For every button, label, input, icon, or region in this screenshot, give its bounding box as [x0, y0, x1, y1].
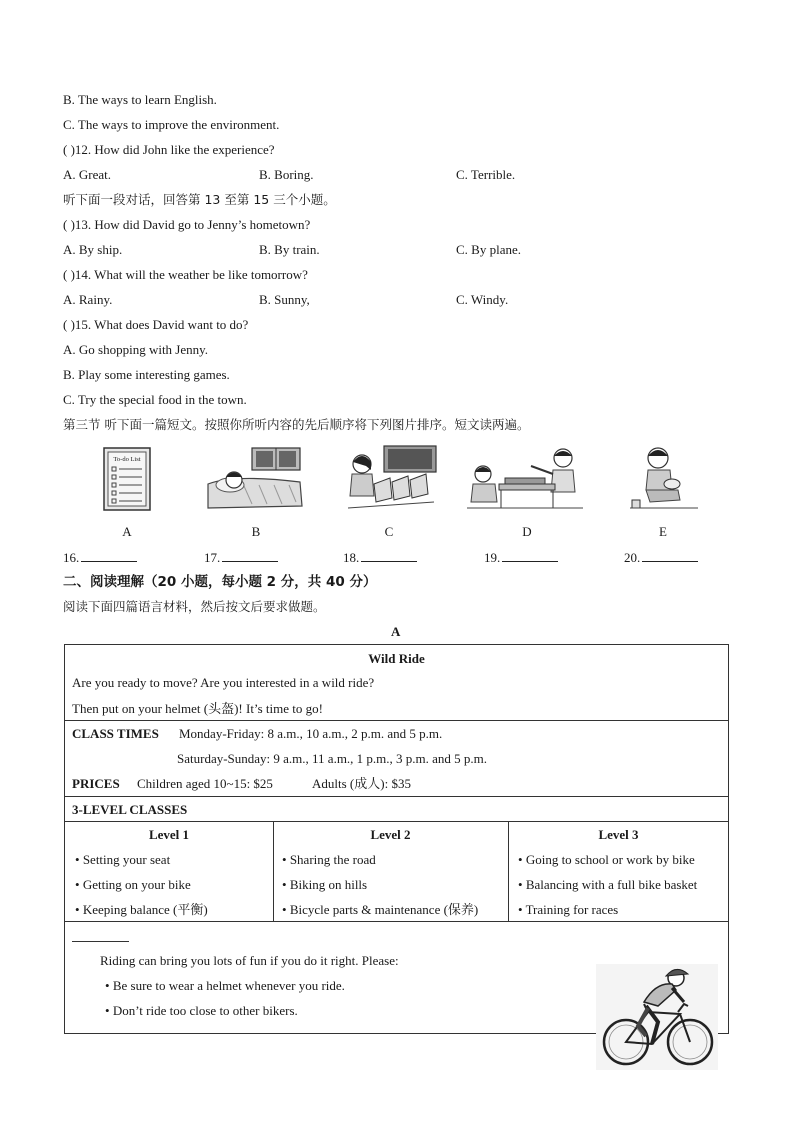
q13-stem: ( )13. How did David go to Jenny’s hometown?: [63, 217, 311, 232]
safety-item: • Don’t ride too close to other bikers.: [105, 1003, 298, 1018]
divider: [65, 796, 728, 797]
level-1-item: • Setting your seat: [75, 852, 171, 867]
q15-option-b: B. Play some interesting games.: [63, 367, 230, 382]
divider: [65, 720, 728, 721]
q13-option-a: A. By ship.: [63, 242, 123, 257]
picture-label-e: E: [659, 524, 667, 539]
divider: [65, 821, 728, 822]
answer-blank-20[interactable]: 20.: [624, 549, 698, 566]
q14-option-c: C. Windy.: [456, 292, 509, 307]
q14-option-b: B. Sunny,: [259, 292, 310, 307]
level-2-item: • Bicycle parts & maintenance (保养): [282, 902, 479, 917]
q13-option-b: B. By train.: [259, 242, 320, 257]
class-times-label: CLASS TIMES: [72, 726, 159, 741]
picture-label-a: A: [122, 524, 132, 539]
sleeping-picture: [204, 444, 306, 514]
picture-label-b: B: [251, 524, 261, 539]
classes-heading: 3-LEVEL CLASSES: [72, 802, 188, 817]
q15-option-a: A. Go shopping with Jenny.: [63, 342, 209, 357]
level-3-item: • Training for races: [518, 902, 619, 917]
level-3-item: • Balancing with a full bike basket: [518, 877, 698, 892]
picture-label-c: C: [384, 524, 394, 539]
safety-intro: Riding can bring you lots of fun if you do it right. Please:: [100, 953, 399, 968]
answer-blank-18[interactable]: 18.: [343, 549, 417, 566]
classroom-picture: [338, 444, 440, 514]
q12-option-b: B. Boring.: [259, 167, 314, 182]
q11-option-b: B. The ways to learn English.: [63, 92, 217, 107]
part2-instruction: 阅读下面四篇语言材料，然后按文后要求做题。: [63, 599, 326, 614]
q14-option-a: A. Rainy.: [63, 292, 113, 307]
ad-intro-2: Then put on your helmet (头盔)! It’s time to go!: [72, 701, 323, 716]
weekend-times: Saturday-Sunday: 9 a.m., 11 a.m., 1 p.m., 3 p.m. and 5 p.m.: [177, 751, 488, 766]
divider: [65, 921, 728, 922]
q12-option-a: A. Great.: [63, 167, 112, 182]
level-2-item: • Biking on hills: [282, 877, 368, 892]
level-2-item: • Sharing the road: [282, 852, 376, 867]
children-price: Children aged 10~15: $25: [137, 776, 273, 791]
todo-list-picture: [102, 444, 152, 514]
q15-stem: ( )15. What does David want to do?: [63, 317, 249, 332]
teacher-student-picture: [465, 444, 587, 514]
q15-option-c: C. Try the special food in the town.: [63, 392, 247, 407]
level-1-item: • Getting on your bike: [75, 877, 191, 892]
level-3-header: Level 3: [598, 827, 639, 842]
level-2-header: Level 2: [370, 827, 411, 842]
q14-stem: ( )14. What will the weather be like tomorrow?: [63, 267, 308, 282]
answer-blank-16[interactable]: 16.: [63, 549, 137, 566]
q11-option-c: C. The ways to improve the environment.: [63, 117, 280, 132]
answer-blank-19[interactable]: 19.: [484, 549, 558, 566]
ad-intro-1: Are you ready to move? Are you interested in a wild ride?: [72, 675, 375, 690]
boy-sitting-picture: [628, 444, 700, 514]
prices-label: PRICES: [72, 776, 120, 791]
adults-price: Adults (成人): $35: [312, 776, 411, 791]
q12-stem: ( )12. How did John like the experience?: [63, 142, 275, 157]
title-blank[interactable]: [72, 941, 129, 942]
passage-label: A: [391, 624, 401, 639]
picture-label-d: D: [522, 524, 532, 539]
section-13-15-intro: 听下面一段对话，回答第 13 至第 15 三个小题。: [63, 192, 336, 207]
q13-option-c: C. By plane.: [456, 242, 521, 257]
svg-text:To-do List: To-do List: [113, 456, 141, 463]
weekday-times: Monday-Friday: 8 a.m., 10 a.m., 2 p.m. and 5 p.m.: [179, 726, 443, 741]
part2-heading: 二、阅读理解（20 小题，每小题 2 分，共 40 分）: [63, 574, 377, 590]
q12-option-c: C. Terrible.: [456, 167, 516, 182]
level-1-header: Level 1: [148, 827, 190, 842]
ad-title: Wild Ride: [368, 651, 425, 666]
section3-intro: 第三节 听下面一篇短文。按照你所听内容的先后顺序将下列图片排序。短文读两遍。: [63, 417, 530, 432]
cyclist-illustration: [596, 964, 718, 1070]
level-3-item: • Going to school or work by bike: [518, 852, 695, 867]
safety-item: • Be sure to wear a helmet whenever you ride.: [105, 978, 345, 993]
level-1-item: • Keeping balance (平衡): [75, 902, 208, 917]
answer-blank-17[interactable]: 17.: [204, 549, 278, 566]
